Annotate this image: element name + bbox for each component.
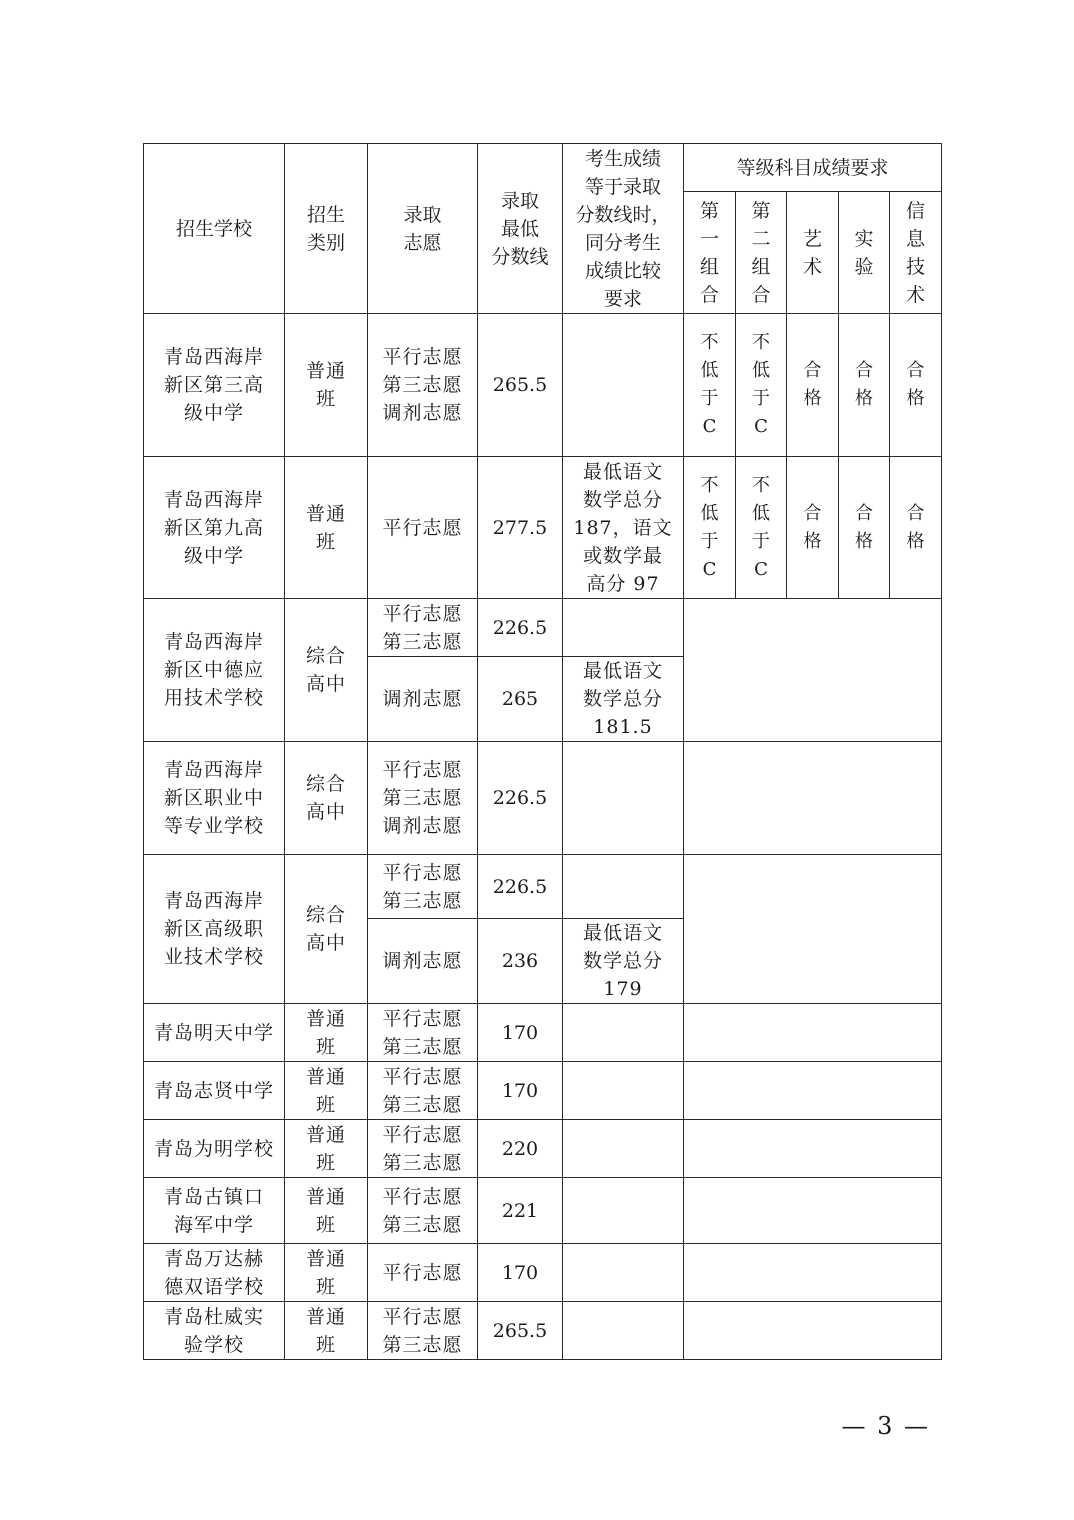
header-grade-requirements: 等级科目成绩要求 [684, 144, 942, 192]
tie-cell: 最低语文 数学总分 179 [563, 919, 684, 1004]
wish-cell: 平行志愿 第三志愿 [368, 1120, 478, 1178]
school-cell: 青岛杜威实 验学校 [144, 1302, 285, 1360]
admission-score-table [143, 143, 942, 1360]
header-type: 招生 类别 [285, 144, 368, 314]
grade-empty-cell [684, 855, 942, 1004]
score-cell: 226.5 [478, 599, 563, 657]
header-school: 招生学校 [144, 144, 285, 314]
tie-cell [563, 1178, 684, 1244]
wish-cell: 调剂志愿 [368, 657, 478, 742]
grade-empty-cell [684, 1302, 942, 1360]
group2-cell: 不 低 于 C [736, 457, 787, 599]
table-row [144, 1178, 942, 1244]
school-cell: 青岛西海岸 新区第九高 级中学 [144, 457, 285, 599]
score-cell: 221 [478, 1178, 563, 1244]
school-cell: 青岛古镇口 海军中学 [144, 1178, 285, 1244]
tie-cell [563, 1004, 684, 1062]
tie-cell [563, 1120, 684, 1178]
table-row [144, 457, 942, 599]
school-cell: 青岛明天中学 [144, 1004, 285, 1062]
wish-cell: 平行志愿 第三志愿 [368, 855, 478, 919]
school-cell: 青岛西海岸 新区高级职 业技术学校 [144, 855, 285, 1004]
wish-cell: 平行志愿 第三志愿 调剂志愿 [368, 314, 478, 457]
tie-cell: 最低语文 数学总分 187，语文 或数学最 高分 97 [563, 457, 684, 599]
score-cell: 265.5 [478, 1302, 563, 1360]
header-group2: 第 二 组 合 [736, 192, 787, 314]
type-cell: 普通 班 [285, 1120, 368, 1178]
grade-empty-cell [684, 599, 942, 742]
wish-cell: 平行志愿 第三志愿 调剂志愿 [368, 742, 478, 855]
wish-cell: 平行志愿 [368, 457, 478, 599]
it-cell: 合 格 [890, 457, 942, 599]
wish-cell: 平行志愿 第三志愿 [368, 1178, 478, 1244]
table-row [144, 314, 942, 457]
grade-empty-cell [684, 1062, 942, 1120]
tie-cell [563, 855, 684, 919]
grade-empty-cell [684, 1244, 942, 1302]
school-cell: 青岛为明学校 [144, 1120, 285, 1178]
tie-cell [563, 1062, 684, 1120]
group2-cell: 不 低 于 C [736, 314, 787, 457]
score-cell: 170 [478, 1004, 563, 1062]
header-group1: 第 一 组 合 [684, 192, 736, 314]
grade-empty-cell [684, 1004, 942, 1062]
type-cell: 综合 高中 [285, 742, 368, 855]
type-cell: 普通 班 [285, 1178, 368, 1244]
score-cell: 170 [478, 1244, 563, 1302]
type-cell: 普通 班 [285, 457, 368, 599]
score-cell: 220 [478, 1120, 563, 1178]
wish-cell: 平行志愿 第三志愿 [368, 1062, 478, 1120]
type-cell: 普通 班 [285, 1302, 368, 1360]
school-cell: 青岛西海岸 新区职业中 等专业学校 [144, 742, 285, 855]
wish-cell: 调剂志愿 [368, 919, 478, 1004]
type-cell: 普通 班 [285, 1062, 368, 1120]
school-cell: 青岛西海岸 新区中德应 用技术学校 [144, 599, 285, 742]
table-row [144, 1062, 942, 1120]
header-it: 信 息 技 术 [890, 192, 942, 314]
tie-cell [563, 599, 684, 657]
lab-cell: 合 格 [839, 457, 890, 599]
group1-cell: 不 低 于 C [684, 314, 736, 457]
art-cell: 合 格 [787, 457, 839, 599]
header-min-score: 录取 最低 分数线 [478, 144, 563, 314]
group1-cell: 不 低 于 C [684, 457, 736, 599]
table-row [144, 599, 942, 657]
type-cell: 普通 班 [285, 1004, 368, 1062]
header-row [144, 144, 942, 192]
wish-cell: 平行志愿 [368, 1244, 478, 1302]
grade-empty-cell [684, 1178, 942, 1244]
tie-cell [563, 1244, 684, 1302]
wish-cell: 平行志愿 第三志愿 [368, 599, 478, 657]
grade-empty-cell [684, 1120, 942, 1178]
table-row [144, 855, 942, 919]
lab-cell: 合 格 [839, 314, 890, 457]
header-wish: 录取 志愿 [368, 144, 478, 314]
school-cell: 青岛西海岸 新区第三高 级中学 [144, 314, 285, 457]
school-cell: 青岛志贤中学 [144, 1062, 285, 1120]
type-cell: 普通 班 [285, 1244, 368, 1302]
grade-empty-cell [684, 742, 942, 855]
tie-cell [563, 1302, 684, 1360]
school-cell: 青岛万达赫 德双语学校 [144, 1244, 285, 1302]
wish-cell: 平行志愿 第三志愿 [368, 1004, 478, 1062]
it-cell: 合 格 [890, 314, 942, 457]
header-tie-rule: 考生成绩 等于录取 分数线时， 同分考生 成绩比较 要求 [563, 144, 684, 314]
score-cell: 226.5 [478, 855, 563, 919]
tie-cell: 最低语文 数学总分 181.5 [563, 657, 684, 742]
wish-cell: 平行志愿 第三志愿 [368, 1302, 478, 1360]
page-number: — 3 — [841, 1412, 930, 1440]
tie-cell [563, 314, 684, 457]
type-cell: 普通 班 [285, 314, 368, 457]
header-art: 艺 术 [787, 192, 839, 314]
score-cell: 265.5 [478, 314, 563, 457]
table-row [144, 1120, 942, 1178]
score-cell: 226.5 [478, 742, 563, 855]
score-cell: 277.5 [478, 457, 563, 599]
score-cell: 236 [478, 919, 563, 1004]
score-cell: 265 [478, 657, 563, 742]
score-cell: 170 [478, 1062, 563, 1120]
tie-cell [563, 742, 684, 855]
header-lab: 实 验 [839, 192, 890, 314]
art-cell: 合 格 [787, 314, 839, 457]
table-row [144, 1244, 942, 1302]
table-row [144, 1004, 942, 1062]
table-row [144, 742, 942, 855]
type-cell: 综合 高中 [285, 599, 368, 742]
type-cell: 综合 高中 [285, 855, 368, 1004]
table-row [144, 1302, 942, 1360]
